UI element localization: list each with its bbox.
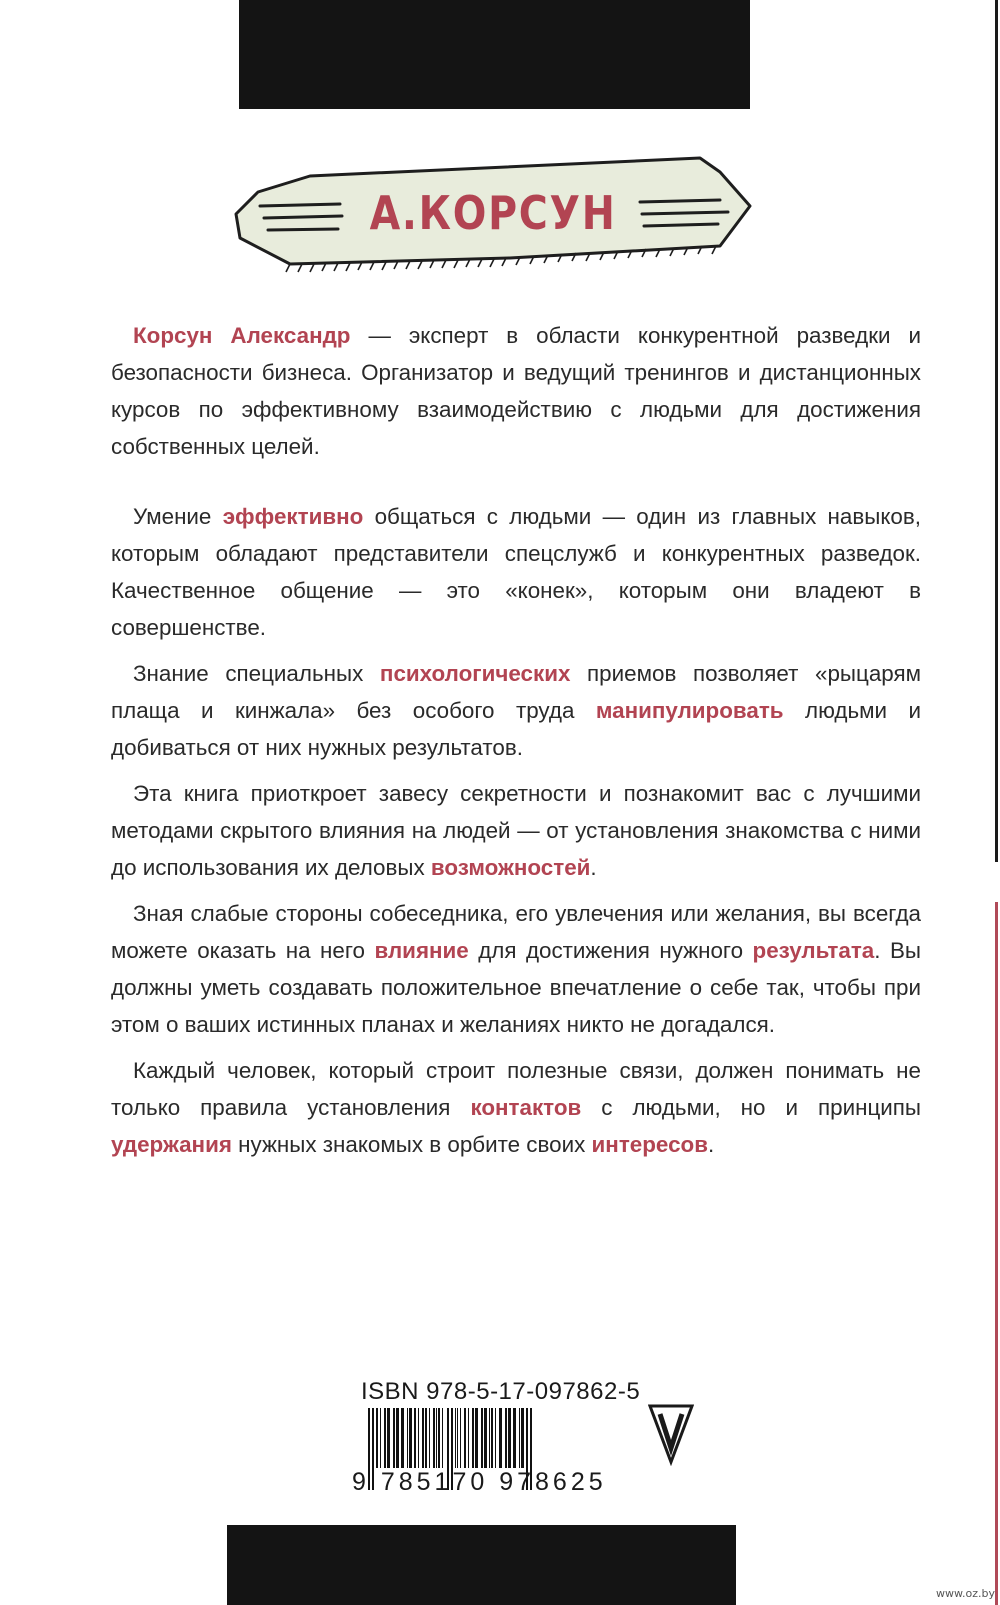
barcode-bar [468,1408,469,1468]
highlighted-keyword: контактов [470,1095,582,1120]
barcode-bar [384,1408,386,1468]
description-paragraph [111,1052,921,1163]
barcode-bar [521,1408,524,1468]
highlighted-keyword: психологических [379,661,571,686]
barcode-bar [407,1408,408,1468]
top-color-block [239,0,750,109]
bottom-color-block [227,1525,736,1605]
barcode-bar [433,1408,435,1468]
barcode-bar [438,1408,440,1468]
paragraph-text: Знание специальных [133,661,380,686]
paragraph-text: . Вы должны уметь создавать положительное впечатление о себе так, чтобы при этом о ваших истинных планах и желаниях никто не догадался. [111,938,921,1037]
barcode-bar [436,1408,437,1468]
barcode-bar [455,1408,456,1468]
description-paragraph [111,895,921,1043]
publisher-v-logo [648,1404,694,1466]
highlighted-keyword: эффективно [222,504,364,529]
highlighted-keyword: результата [752,938,875,963]
spine-edge-line-accent [995,902,998,1605]
paragraph-text: Зная слабые стороны собеседника, его увлечения или желания, вы всегда можете оказать на него [111,901,921,963]
paragraph-text: для достижения нужного [468,938,753,963]
barcode-bar [513,1408,516,1468]
paragraph-text: Умение [133,504,223,529]
author-bio-paragraph [111,317,921,465]
author-banner-title: А.КОРСУН [369,186,617,240]
barcode-bar [422,1408,424,1468]
book-description [111,498,921,1172]
paragraph-text: . [707,1132,715,1157]
barcode-bar [457,1408,458,1468]
author-bio-text: — эксперт в области конкурентной разведки и безопасности бизнеса. Организатор и ведущий тренингов и дистанционных курсов по эффективному взаимодействию с людьми для достижения собственных целей. [111,323,921,459]
barcode-bar [464,1408,466,1468]
barcode-bar [491,1408,493,1468]
paragraph-text: с людьми, но и принципы [581,1095,921,1120]
barcode-bar [409,1408,412,1468]
description-paragraph [111,498,921,646]
barcode-bar [442,1408,443,1468]
paragraph-text: Каждый человек, который строит полезные связи, должен понимать не только правила установления [111,1058,921,1120]
paragraph-text: нужных знакомых в орбите своих [231,1132,592,1157]
author-name: Корсун Александр [133,323,351,348]
barcode-bar [401,1408,404,1468]
watermark-text: www.oz.by [936,1587,995,1600]
highlighted-keyword: манипулировать [595,698,784,723]
highlighted-keyword: возможностей [430,855,591,880]
barcode-bar [393,1408,395,1468]
barcode-bar [475,1408,478,1468]
paragraph-text: общаться с людьми — один из главных навыков, которым обладают представители спецслужб и конкурентных разведок. Качественное общение — это «конек», которым они владеют в совершенстве. [111,504,921,640]
barcode-bar [387,1408,390,1468]
barcode-bar [484,1408,487,1468]
barcode-bar [418,1408,419,1468]
barcode-bar [376,1408,378,1468]
barcode-bar [481,1408,483,1468]
barcode-bar [380,1408,381,1468]
barcode-bar [460,1408,461,1468]
barcode-bar [519,1408,520,1468]
isbn-label: ISBN 978-5-17-097862-5 [361,1378,641,1405]
paragraph-text: людьми и добиваться от них нужных результатов. [111,698,921,760]
highlighted-keyword: влияние [374,938,469,963]
highlighted-keyword: удержания [111,1132,232,1157]
barcode-bar [508,1408,511,1468]
barcode-bar [396,1408,399,1468]
barcode-bar [495,1408,496,1468]
barcode-bar [425,1408,427,1468]
description-paragraph [111,655,921,766]
paragraph-text: приемов позволяет «рыцарям плаща и кинжала» без особого труда [111,661,921,723]
barcode-bar [429,1408,430,1468]
description-paragraph [111,775,921,886]
barcode-bar [505,1408,507,1468]
paragraph-text: . [590,855,597,880]
barcode-digits: 9 785170 978625 [352,1468,607,1496]
author-bio [111,317,921,465]
paragraph-text: Эта книга приоткроет завесу секретности и познакомит вас с лучшими методами скрытого влияния на людей — от установления знакомства с ними до использования их деловых [111,781,921,880]
barcode-bar [499,1408,502,1468]
barcode-bar [472,1408,474,1468]
highlighted-keyword: интересов [591,1132,708,1157]
barcode-bar [489,1408,490,1468]
barcode-bar [414,1408,416,1468]
spine-edge-line [995,0,998,862]
